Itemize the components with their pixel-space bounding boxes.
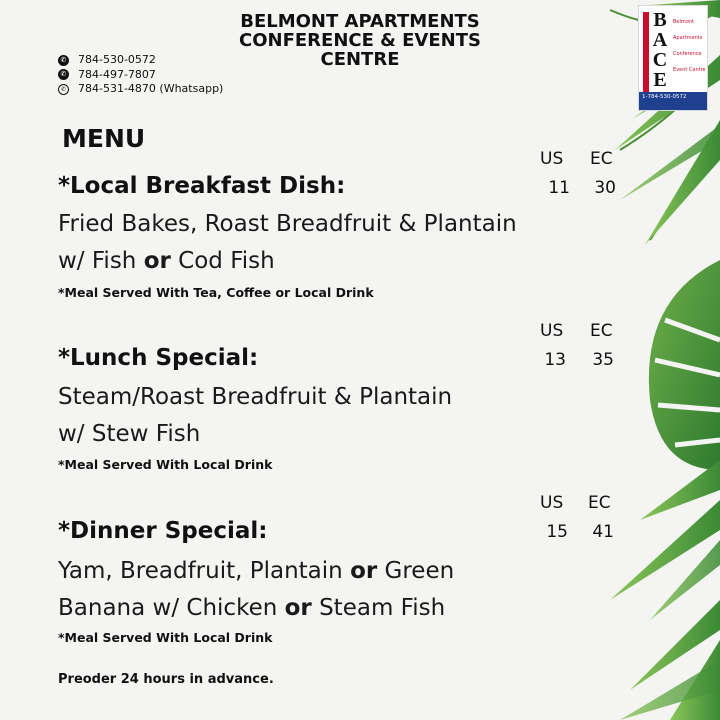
desc-part: Yam, Breadfruit, Plantain: [58, 558, 351, 584]
whatsapp-icon: ✆: [58, 84, 69, 95]
phone-icon: ✆: [58, 69, 69, 80]
currency-ec-label: EC: [590, 321, 613, 341]
desc-line: w/ Stew Fish: [58, 421, 201, 447]
desc-line: [58, 590, 618, 627]
desc-line: Fried Bakes, Roast Breadfruit & Plantain: [58, 211, 517, 237]
desc-part: w/ Fish: [58, 248, 144, 274]
price-ec: 41: [592, 522, 614, 542]
dish-description-lunch: [58, 379, 618, 453]
contact-number: 784-531-4870 (Whatsapp): [78, 82, 224, 95]
contact-number: 784-530-0572: [78, 53, 156, 66]
dish-note-lunch: *Meal Served With Local Drink: [58, 457, 273, 472]
desc-part: Cod Fish: [170, 248, 275, 274]
logo-word: Conference: [673, 51, 702, 57]
dish-description-dinner: [58, 553, 618, 627]
dish-note-breakfast: *Meal Served With Tea, Coffee or Local Drink: [58, 285, 374, 300]
logo-letter: B: [653, 9, 667, 31]
logo-word: Apartments: [673, 35, 703, 41]
price-ec: 35: [592, 350, 614, 370]
venue-title-line3: CENTRE: [320, 49, 400, 70]
price-us: 15: [546, 522, 568, 542]
logo-words: [673, 14, 706, 78]
phone-icon: ✆: [58, 55, 69, 66]
price-ec: 30: [594, 178, 616, 198]
currency-ec-label: EC: [588, 493, 611, 513]
price-us: 11: [548, 178, 570, 198]
desc-or: or: [284, 595, 312, 621]
desc-or: or: [143, 248, 171, 274]
contact-number: 784-497-7807: [78, 67, 156, 81]
logo-letter: C: [652, 49, 668, 71]
price-us: 13: [544, 350, 566, 370]
contact-whatsapp[interactable]: [58, 82, 223, 97]
dish-name-breakfast: *Local Breakfast Dish:: [58, 173, 346, 199]
desc-part: Steam Fish: [311, 595, 446, 621]
contact-phone-1[interactable]: [58, 53, 223, 68]
currency-ec-label: EC: [590, 149, 613, 169]
currency-us-label: US: [540, 321, 564, 341]
currency-us-label: US: [540, 149, 564, 169]
desc-line: Steam/Roast Breadfruit & Plantain: [58, 384, 453, 410]
desc-part: Banana w/ Chicken: [58, 595, 285, 621]
preorder-note: Preoder 24 hours in advance.: [58, 672, 274, 687]
logo-phone-band: [639, 92, 707, 110]
venue-title: [190, 12, 530, 69]
dish-name-dinner: *Dinner Special:: [58, 518, 268, 544]
logo-letters: [645, 10, 675, 90]
menu-heading: MENU: [62, 124, 146, 153]
logo-word: Belmont: [673, 19, 694, 25]
venue-title-line2: CONFERENCE & EVENTS: [239, 30, 481, 51]
desc-line: [58, 243, 618, 280]
desc-or: or: [350, 558, 378, 584]
logo-letter: A: [652, 29, 668, 51]
dish-description-breakfast: [58, 206, 618, 280]
desc-part: Green: [377, 558, 455, 584]
contact-list: [58, 53, 223, 97]
currency-us-label: US: [540, 493, 564, 513]
dish-note-dinner: *Meal Served With Local Drink: [58, 630, 273, 645]
logo-phone: 1-784-530-0572: [642, 94, 687, 100]
desc-line: [58, 553, 618, 590]
logo-word: Event Centre: [673, 67, 706, 73]
bace-logo: [638, 5, 708, 111]
dish-name-lunch: *Lunch Special:: [58, 345, 259, 371]
venue-title-line1: BELMONT APARTMENTS: [240, 11, 480, 32]
logo-letter: E: [653, 69, 667, 91]
contact-phone-2[interactable]: [58, 68, 223, 83]
